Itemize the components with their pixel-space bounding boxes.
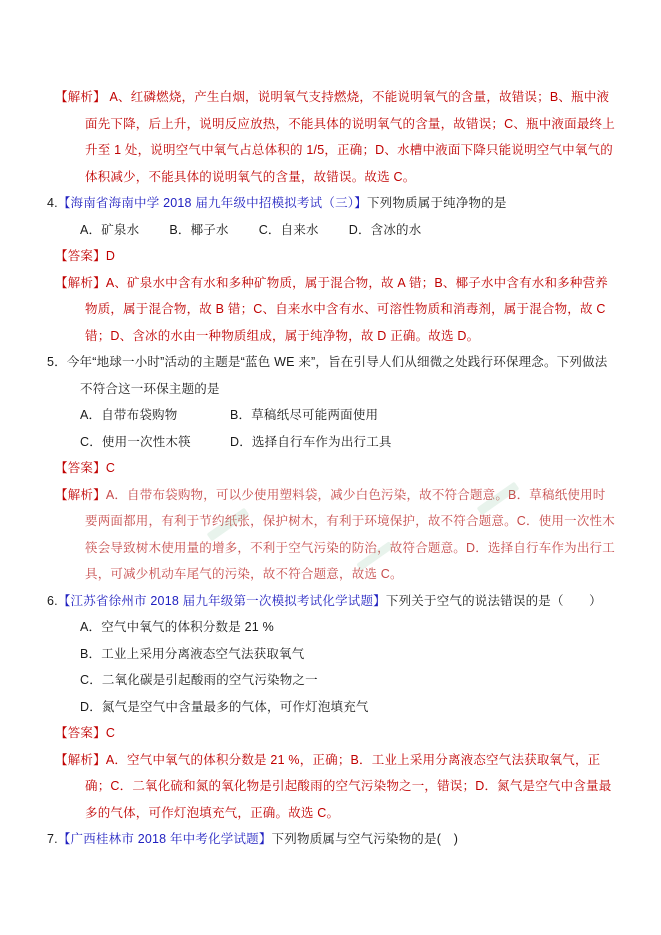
answer-line-q5 <box>55 455 615 482</box>
question-q6 <box>47 588 615 615</box>
analysis-text: A．自带布袋购物，可以少使用塑料袋，减少白色污染，故不符合题意。B．草稿纸使用时要两面都用，有利于节约纸张，保护树木，有利于环境保护，故不符合题意。C．使用一次性木筷会导致树木使用量的增多，不利于空气污染的防治，故符合题意。D．选择自行车作为出行工具，可减少机动车尾气的污染，故不符合题意，故选 C。 <box>85 487 615 581</box>
question-source: 【江苏省徐州市 2018 届九年级第一次模拟考试化学试题】 <box>57 593 386 608</box>
options-row-q4 <box>80 217 615 244</box>
question-source: 【广西桂林市 2018 年中考化学试题】 <box>57 832 272 846</box>
options-grid-q5 <box>80 402 615 455</box>
question-q7 <box>47 826 615 853</box>
answer-label: 【答案】 <box>55 461 106 475</box>
option-d: D．含冰的水 <box>348 222 422 237</box>
analysis-text: A．空气中氧气的体积分数是 21 %，正确；B．工业上采用分离液态空气法获取氧气，正确；C．二氧化硫和氮的氧化物是引起酸雨的空气污染物之一，错误；D．氮气是空气中含量最多的气体，可作灯泡填充气，正确。故选 C。 <box>85 752 612 820</box>
question-stem: 下列物质属与空气污染物的是( ) <box>271 832 459 846</box>
analysis-label: 【解析】 <box>55 275 106 290</box>
option-c: C．使用一次性木筷 <box>80 434 191 449</box>
option-c: C．自来水 <box>258 222 319 237</box>
option-a: A．空气中氧气的体积分数是 21 % <box>80 620 274 634</box>
answer-value: C <box>105 726 116 740</box>
question-source: 【海南省海南中学 2018 届九年级中招模拟考试（三）】 <box>57 196 367 210</box>
answer-label: 【答案】 <box>55 726 106 740</box>
answer-line-q6 <box>55 720 615 747</box>
answer-value: C <box>105 461 116 475</box>
analysis-block-q3 <box>55 84 615 190</box>
answer-value: D <box>105 249 116 263</box>
analysis-block-q4 <box>55 270 615 350</box>
option-a: A．自带布袋购物 <box>80 408 178 422</box>
answer-line-q4 <box>55 243 615 270</box>
question-number: 5． <box>47 355 67 369</box>
answer-label: 【答案】 <box>55 249 106 263</box>
question-number: 7. <box>47 832 58 846</box>
analysis-label: 【解析】 <box>55 487 106 502</box>
option-b: B．草稿纸尽可能两面使用 <box>230 408 379 422</box>
analysis-block-q5 <box>55 482 615 588</box>
analysis-label: 【解析】 <box>55 90 106 104</box>
option-d: D．选择自行车作为出行工具 <box>230 434 392 449</box>
option-a: A．矿泉水 <box>80 222 140 237</box>
question-number: 4. <box>47 196 58 210</box>
analysis-text: A、红磷燃烧，产生白烟，说明氧气支持燃烧，不能说明氧气的含量，故错误；B、瓶中液面先下降，后上升，说明反应放热，不能具体的说明氧气的含量，故错误；C、瓶中液面最终上升至 1 处，说明空气中氧气占总体积的 1/5，正确；D、水槽中液面下降只能说明空气中氧气的体积减少，不能具体的说明氧气的含量，故错误。故选 C。 <box>85 90 615 184</box>
analysis-label: 【解析】 <box>55 752 106 767</box>
question-stem: 下列物质属于纯净物的是 <box>366 196 507 210</box>
option-d: D．氮气是空气中含量最多的气体，可作灯泡填充气 <box>80 699 369 714</box>
option-b: B．工业上采用分离液态空气法获取氧气 <box>80 646 305 661</box>
option-c: C．二氧化碳是引起酸雨的空气污染物之一 <box>80 673 318 687</box>
question-number: 6. <box>47 593 58 608</box>
analysis-text: A、矿泉水中含有水和多种矿物质，属于混合物，故 A 错；B、椰子水中含有水和多种营养物质，属于混合物，故 B 错；C、自来水中含有水、可溶性物质和消毒剂，属于混合物，故 C 错；D、含冰的水由一种物质组成，属于纯净物，故 D 正确。故选 D。 <box>85 275 608 343</box>
analysis-block-q6 <box>55 747 615 827</box>
question-stem: 今年“地球一小时”活动的主题是“蓝色 WE 来”，旨在引导人们从细微之处践行环保理念。下列做法不符合这一环保主题的是 <box>66 355 608 396</box>
question-q5 <box>47 349 615 402</box>
question-q4 <box>47 190 615 217</box>
question-stem: 下列关于空气的说法错误的是（ ） <box>385 593 602 608</box>
option-b: B．椰子水 <box>169 222 229 237</box>
